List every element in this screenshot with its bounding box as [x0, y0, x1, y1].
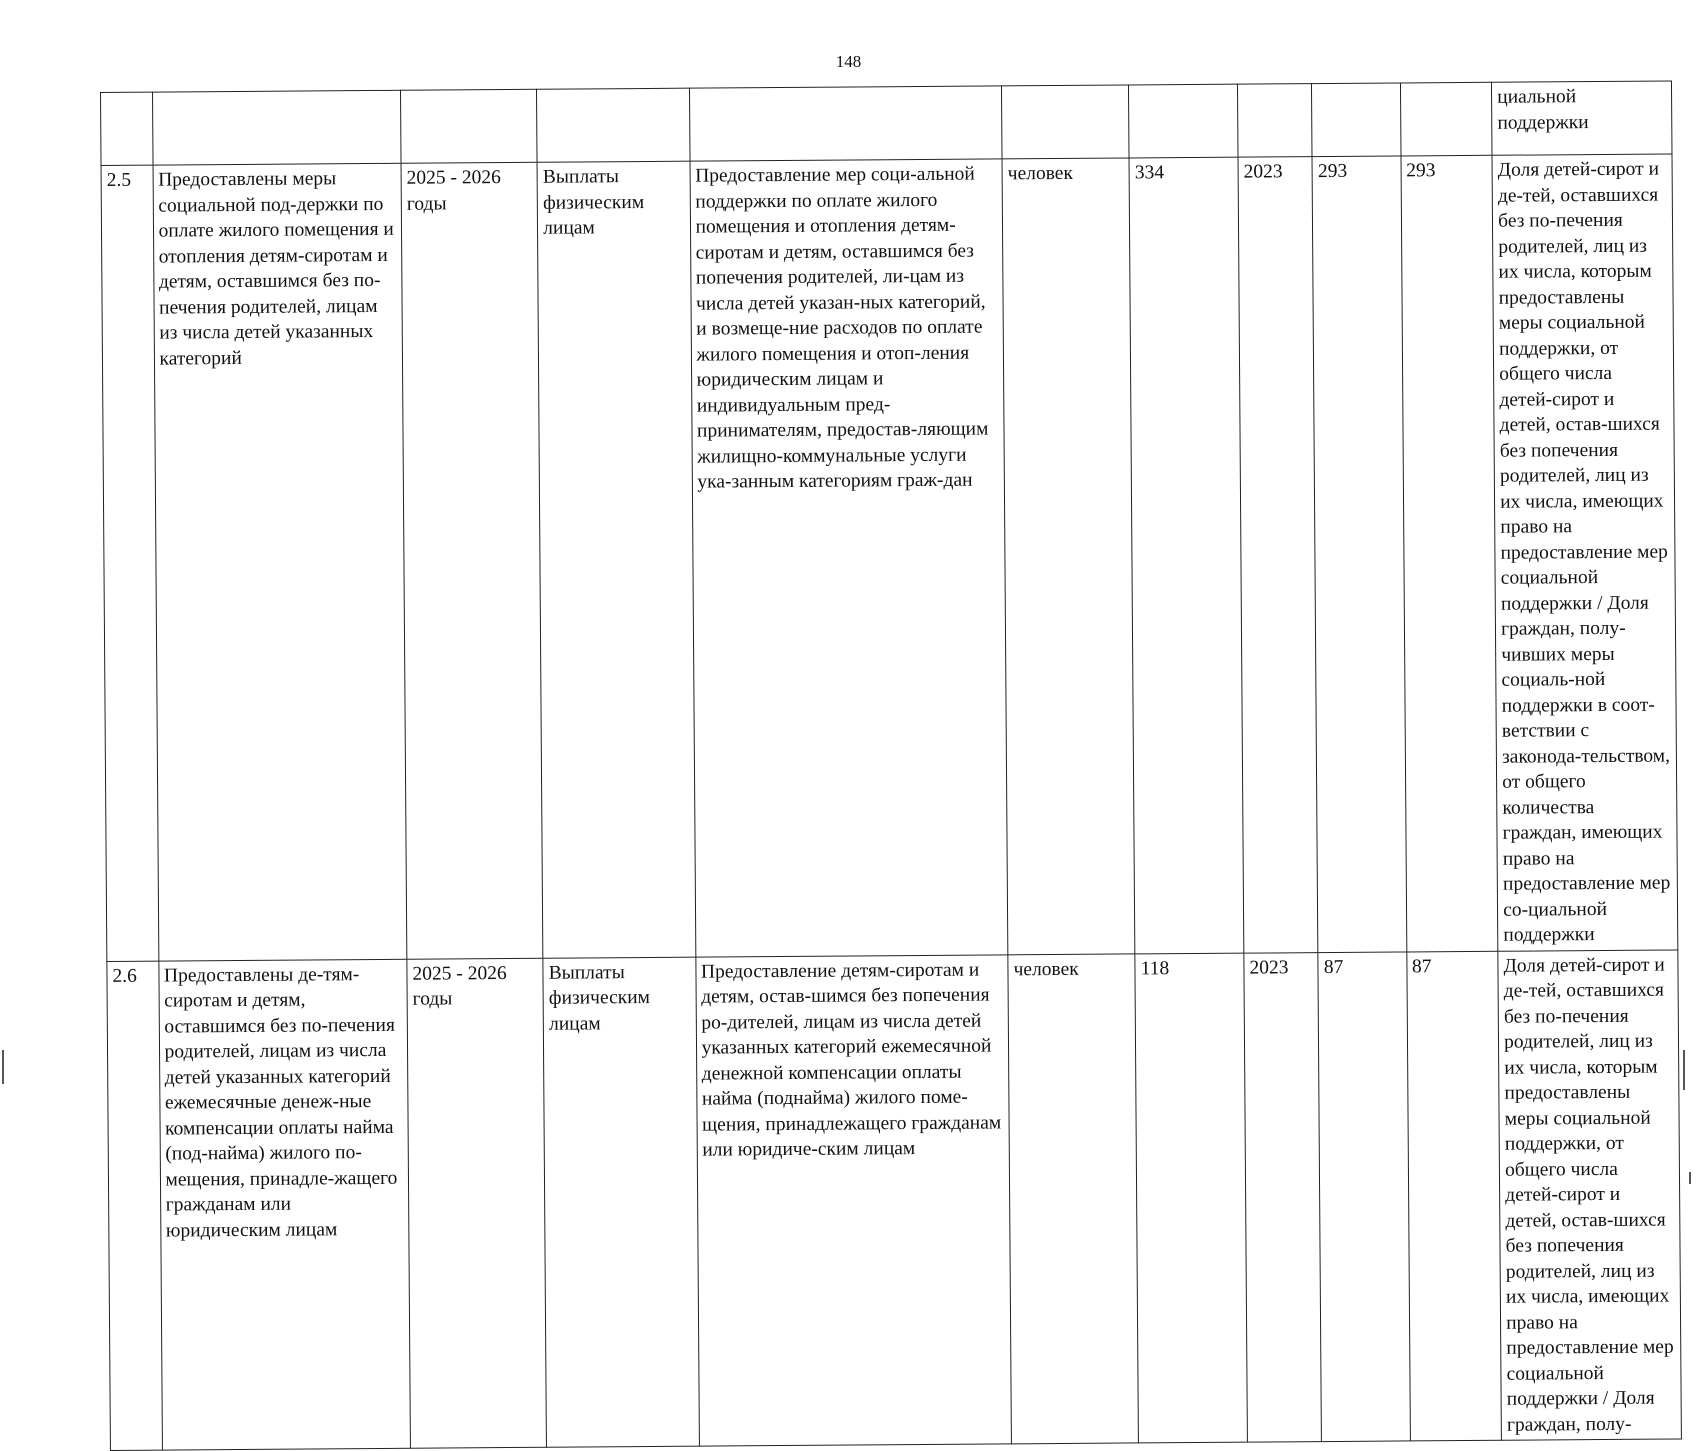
base-year-cell: 2023 [1244, 952, 1322, 1442]
scan-margin-mark [2, 1050, 4, 1084]
value-2026-cell: 87 [1406, 951, 1501, 1441]
base-value-cell: 118 [1135, 953, 1247, 1443]
type-cell: Выплаты физическим лицам [537, 161, 695, 958]
row-number: 2.5 [101, 165, 158, 961]
indicator-cell: Доля детей-сирот и де-тей, оставшихся без по-печения родителей, лиц из их числа, которым предоставлены меры социальной поддержки, от общего числа детей-сирот и детей, остав-шихся без попечения родителей, лиц из их числа, имеющих право на предоставление мер социальной поддержки / Доля граждан, полу-чивших меры социаль-ной поддержки в соот-ветствии с законода-тельством, от общего количества граждан, имеющих право на предоставление мер со-циальной поддержки [1492, 154, 1678, 951]
cell-empty [1002, 85, 1130, 159]
task-cell: Предоставлены де-тям-сиротам и детям, оставшимся без по-печения родителей, лицам из числа детей указанных категорий ежемесячные денеж-ные компенсации оплаты найма (под-найма) жилого по-мещения, принадле-жащего гражданам или юридическим лицам [158, 959, 410, 1450]
type-cell: Выплаты физическим лицам [543, 957, 699, 1448]
description-cell: Предоставление детям-сиротам и детям, остав-шимся без попечения ро-дителей, лицам из числа детей указанных категорий ежемесячной денежной компенсации оплаты найма (поднайма) жилого поме-щения, принадлежащего гражданам или юридиче-ским лицам [695, 954, 1011, 1446]
cell-empty [152, 90, 401, 165]
scan-margin-mark [1689, 1172, 1691, 1184]
cell-empty [101, 92, 153, 165]
cell-empty [689, 86, 1002, 161]
row-number: 2.6 [107, 961, 162, 1451]
unit-cell: человек [1002, 158, 1135, 954]
cell-empty [1400, 82, 1492, 156]
base-value-cell: 334 [1129, 157, 1244, 953]
unit-cell: человек [1008, 953, 1139, 1443]
page-number: 148 [835, 52, 862, 71]
cell-empty [1312, 83, 1401, 157]
cell-empty [537, 88, 690, 162]
value-2025-cell: 293 [1312, 156, 1406, 952]
continuation-row [101, 81, 1672, 166]
period-cell: 2025 - 2026 годы [401, 162, 543, 958]
value-2026-cell: 293 [1401, 155, 1498, 951]
base-year-cell: 2023 [1238, 157, 1318, 953]
description-cell: Предоставление мер соци-альной поддержки по оплате жилого помещения и отопления детям-сиротам и детям, оставшимся без попечения родителей, ли-цам из числа детей указан-ных категорий, и возмеще-ние расходов по оплате жилого помещения и отоп-ления юридическим лицам и индивидуальным пред-принимателям, предостав-ляющим жилищно-коммунальные услуги ука-занным категориям граж-дан [690, 159, 1008, 957]
period-cell: 2025 - 2026 годы [407, 958, 547, 1448]
cell-empty [1129, 84, 1238, 158]
program-table [100, 80, 1682, 1450]
cell-empty [1237, 84, 1312, 158]
scan-margin-mark [1683, 1050, 1685, 1090]
table-row [101, 154, 1678, 961]
indicator-cell: Доля детей-сирот и де-тей, оставшихся без по-печения родителей, лиц из их числа, которым предоставлены меры социальной поддержки, от общего числа детей-сирот и детей, остав-шихся без попечения родителей, лиц из их числа, имеющих право на предоставление мер социальной поддержки / Доля граждан, полу- [1498, 949, 1681, 1440]
cell-empty [400, 89, 537, 163]
task-cell: Предоставлены меры социальной под-держки по оплате жилого помещения и отопления детям-сиротам и детям, оставшимся без по-печения родителей, лицам из числа детей указанных категорий [153, 163, 407, 960]
value-2025-cell: 87 [1318, 951, 1410, 1441]
continuation-indicator: циальной поддержки [1492, 81, 1672, 155]
